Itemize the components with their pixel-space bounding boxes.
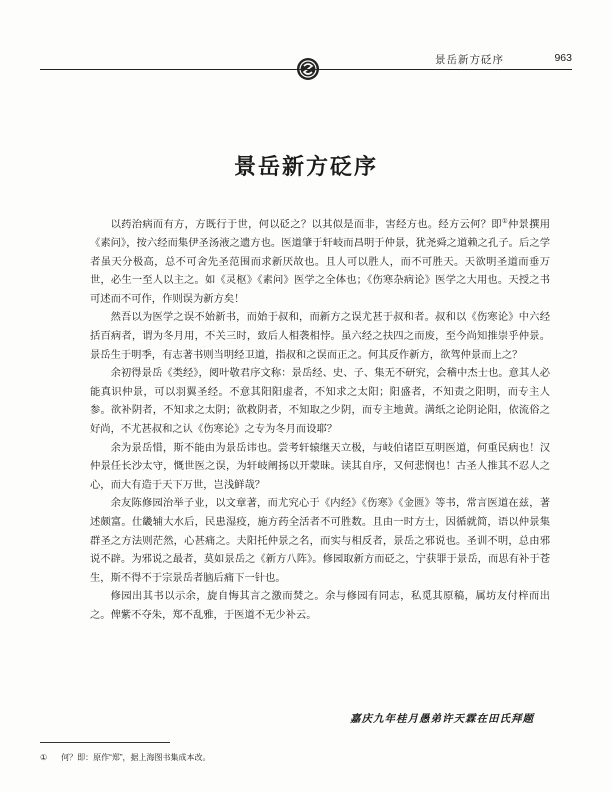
footnote-marker: ① — [40, 753, 48, 762]
header-book-title: 景岳新方砭序 — [435, 54, 504, 66]
running-header — [40, 52, 572, 70]
footnote — [40, 752, 211, 763]
paragraph: 修园出其书以示余，旋自悔其言之激而焚之。余与修园有同志，私觅其原稿，属坊友付梓而出之。俾紫不夺朱，郑不乱雅，于医道不无少补云。 — [90, 590, 550, 621]
footnote-text: 何？即：原作“郑”，据上海图书集成本改。 — [61, 753, 211, 762]
footnote-ref[interactable]: ① — [501, 217, 508, 225]
paragraph: 以药治病而有方，方既行于世，何以砭之？以其似是而非，害经方也。经方云何？即①仲景撰用《素问》，按六经而集伊圣汤液之遗方也。医道肇于轩岐而昌明于仲景，犹尧舜之道赖之孔子。后之学者虽天分极高，总不可舍先圣范围而求新厌故也。且人可以胜人，而不可胜天。天欲明圣道而垂万世，必生一至人以主之。如《灵枢》《素问》医学之全体也；《伤寒杂病论》医学之大用也。天授之书可述而不可作，作则误为新方矣！ — [90, 217, 551, 305]
paragraph: 余为景岳惜，斯不能由为景岳讳也。尝考轩辕继天立极，与岐伯诸臣互明医道，何重民病也！汉仲景任长沙太守，慨世医之误，为轩岐阐扬以开蒙昧。读其自序，又何悲悯也！古圣人推其不忍人之心，而大有造于天下万世，岂浅鲜哉？ — [90, 441, 550, 491]
paragraph: 余友陈修园治举子业，以文章著，而尤究心于《内经》《伤寒》《金匮》等书，常言医道在兹，著述颇富。仕畿辅大水后，民患湿疫，施方药全活者不可胜数。且由一时方士，因循就简，语以仲景集群圣之方法则茫然，心甚痛之。夫阳托仲景之名，而实与相反者，景岳之邪说也。圣训不明，总由邪说不辟。为邪说之最者，莫如景岳之《新方八阵》。修园取新方而砭之，宁获罪于景岳，而思有补于苍生，斯不得不于宗景岳者脑后痛下一针也。 — [90, 497, 550, 584]
page-number: 963 — [554, 52, 572, 64]
page-title: 景岳新方砭序 — [233, 154, 378, 180]
header-rule — [40, 69, 572, 70]
paragraph: 然吾以为医学之误不始新书，而始于叔和，而新方之误尤甚于叔和者。叔和以《伤寒论》中六经括百病者，谓为冬月用，不关三时，致后人相袭相悖。虽六经之扶四之而废，至今尚知推崇乎仲景。景岳生于明季，有志著书则当明经卫道，指叔和之误而正之。何其反作新方，欲驾仲景而上之？ — [90, 311, 550, 361]
body-text — [90, 212, 550, 624]
paragraph: 余初得景岳《类经》，阅叶敬君序文称：景岳经、史、子、集无不研究，会稽中杰士也。意其人必能真识仲景，可以羽翼圣经。不意其阳阳虚者，不知求之太阳；阳盛者，不知责之阳明，而专主人参。欲补阴者，不知求之太阴；欲救阴者，不知取之少阴，而专主地黄。满纸之论阴论阳，依流俗之好尚，不尤甚叔和之认《伤寒论》之专为冬月而设耶？ — [90, 367, 550, 435]
footnote-rule — [40, 742, 170, 743]
signature-line: 嘉庆九年桂月愚弟许天霖在田氏拜题 — [350, 713, 534, 725]
